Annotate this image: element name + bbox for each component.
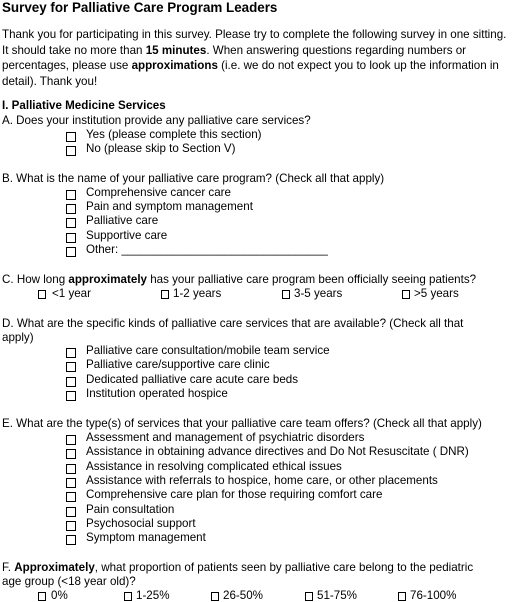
question-e: E. What are the type(s) of services that your palliative care team offers? (Check all that apply) <box>2 417 482 430</box>
option-e-3: Assistance in resolving complicated ethical issues <box>86 460 342 473</box>
option-e-8: Symptom management <box>86 531 206 544</box>
intro-text-2: . When answering questions regarding numbers or percentages, please use <box>2 43 467 73</box>
option-b-other[interactable]: Other: ________________________________ <box>86 243 328 256</box>
option-a-yes: Yes (please complete this section) <box>86 128 262 141</box>
question-c <box>2 273 476 286</box>
option-c-2: 1-2 years <box>173 287 222 300</box>
option-c-4: >5 years <box>414 287 459 300</box>
checkbox-a-no[interactable] <box>66 146 76 156</box>
checkbox-b-2[interactable] <box>66 204 76 214</box>
option-d-3: Dedicated palliative care acute care beds <box>86 373 299 386</box>
page-title: Survey for Palliative Care Program Leaders <box>2 0 278 15</box>
option-e-4: Assistance with referrals to hospice, home care, or other placements <box>86 474 438 487</box>
question-c-post: has your palliative care program been officially seeing patients? <box>146 273 477 286</box>
option-b-2: Pain and symptom management <box>86 200 253 213</box>
checkbox-d-1[interactable] <box>66 348 76 358</box>
checkbox-c-1[interactable] <box>38 290 46 299</box>
option-f-3: 26-50% <box>223 589 263 602</box>
option-f-1: 0% <box>51 589 68 602</box>
checkbox-a-yes[interactable] <box>66 132 76 142</box>
option-f-4: 51-75% <box>317 589 357 602</box>
option-f-2: 1-25% <box>136 589 170 602</box>
checkbox-c-4[interactable] <box>402 290 410 299</box>
option-d-4: Institution operated hospice <box>86 387 228 400</box>
intro-bold-approximations: approximations <box>131 59 218 73</box>
option-e-5: Comprehensive care plan for those requiring comfort care <box>86 488 383 501</box>
checkbox-c-2[interactable] <box>161 290 169 299</box>
question-c-pre: C. How long <box>2 273 69 286</box>
question-f-post: , what proportion of patients seen by palliative care belong to the pediatric <box>94 561 474 574</box>
option-b-4: Supportive care <box>86 229 168 242</box>
checkbox-e-4[interactable] <box>66 478 76 488</box>
checkbox-d-3[interactable] <box>66 377 76 387</box>
question-d-line2: apply) <box>2 331 34 344</box>
option-c-1: <1 year <box>52 287 91 300</box>
option-b-1: Comprehensive cancer care <box>86 186 231 199</box>
checkbox-e-8[interactable] <box>66 535 76 545</box>
option-d-1: Palliative care consultation/mobile team service <box>86 344 330 357</box>
option-a-no: No (please skip to Section V) <box>86 142 236 155</box>
question-d-line1: D. What are the specific kinds of palliative care services that are available? (Check all that <box>2 317 464 330</box>
section-heading: I. Palliative Medicine Services <box>2 99 166 112</box>
question-f-line2: age group (<18 year old)? <box>2 575 136 588</box>
intro-text-1: Thank you for participating in this survey. Please try to complete the following survey in one sitting. It should take no more than <box>2 28 507 57</box>
option-e-1: Assessment and management of psychiatric disorders <box>86 431 365 444</box>
checkbox-c-3[interactable] <box>282 290 290 299</box>
option-e-6: Pain consultation <box>86 503 175 516</box>
question-b: B. What is the name of your palliative care program? (Check all that apply) <box>2 172 385 185</box>
question-f-pre: F. <box>2 561 15 574</box>
intro-paragraph <box>2 27 512 89</box>
checkbox-e-6[interactable] <box>66 507 76 517</box>
checkbox-b-3[interactable] <box>66 218 76 228</box>
checkbox-b-1[interactable] <box>66 190 76 200</box>
question-c-bold: approximately <box>68 273 147 286</box>
checkbox-e-7[interactable] <box>66 521 76 531</box>
option-e-7: Psychosocial support <box>86 517 196 530</box>
question-f-line1 <box>2 561 473 574</box>
option-c-3: 3-5 years <box>294 287 343 300</box>
option-b-3: Palliative care <box>86 214 159 227</box>
intro-bold-duration: 15 minutes <box>145 43 207 57</box>
checkbox-b-5[interactable] <box>66 247 76 257</box>
intro-text-3: (i.e. we do not expect you to look up the information in detail). Thank you! <box>2 59 499 88</box>
checkbox-e-2[interactable] <box>66 449 76 459</box>
question-a: A. Does your institution provide any palliative care services? <box>2 114 311 127</box>
question-f-bold: Approximately <box>14 561 95 574</box>
checkbox-d-4[interactable] <box>66 391 76 401</box>
checkbox-e-5[interactable] <box>66 492 76 502</box>
checkbox-d-2[interactable] <box>66 362 76 372</box>
checkbox-e-1[interactable] <box>66 435 76 445</box>
checkbox-e-3[interactable] <box>66 464 76 474</box>
option-f-5: 76-100% <box>410 589 457 602</box>
option-e-2: Assistance in obtaining advance directives and Do Not Resuscitate ( DNR) <box>86 445 469 458</box>
checkbox-b-4[interactable] <box>66 233 76 243</box>
option-d-2: Palliative care/supportive care clinic <box>86 358 270 371</box>
